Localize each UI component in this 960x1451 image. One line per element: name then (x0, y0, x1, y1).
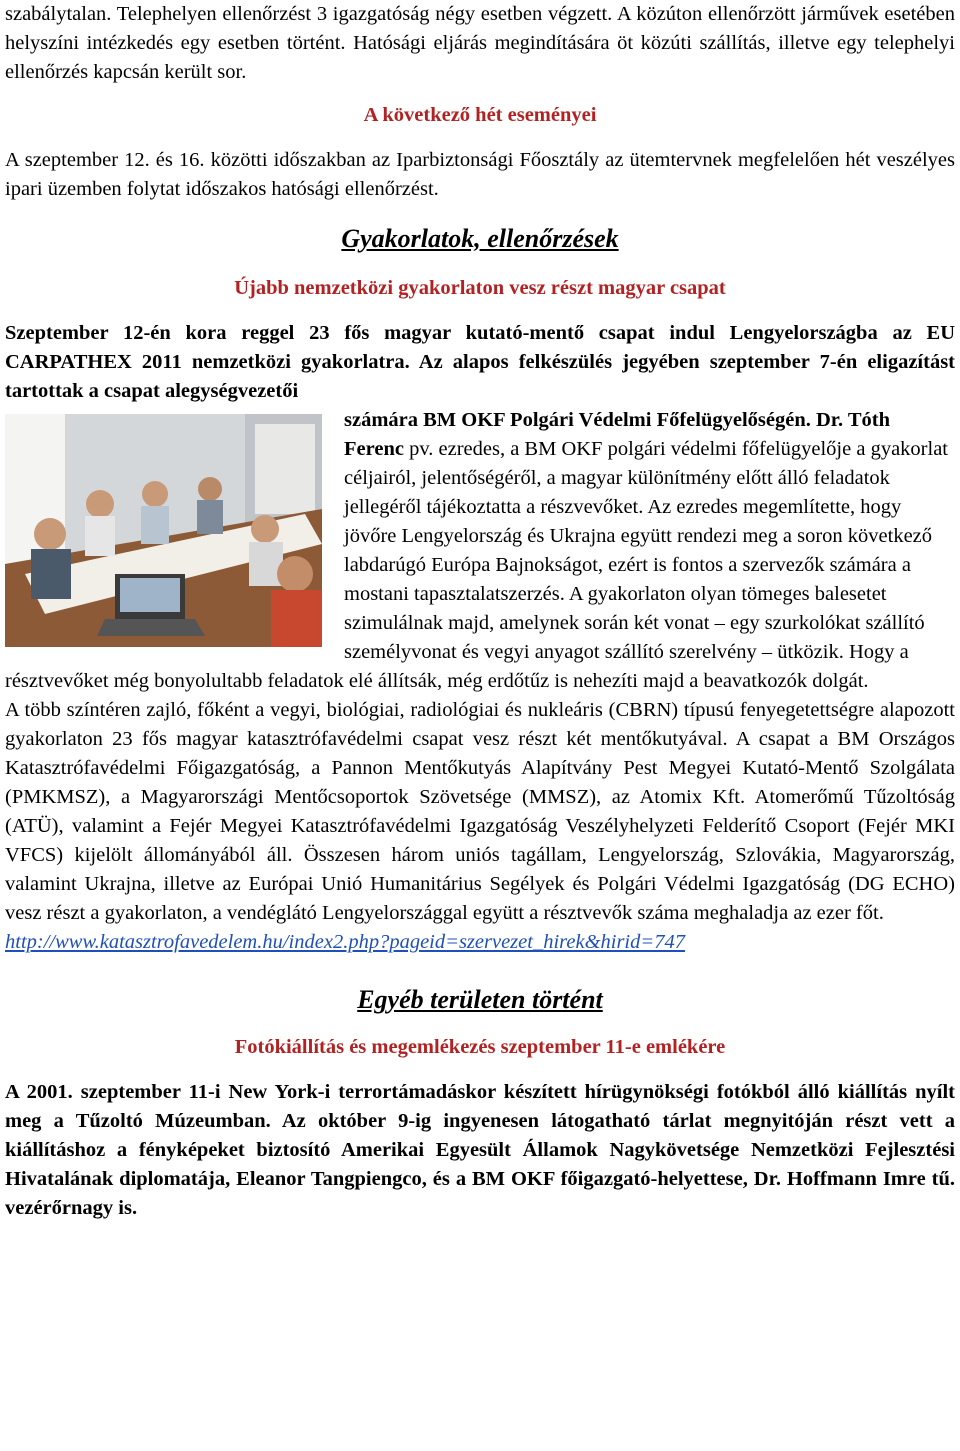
photo-side-text: pv. ezredes, a BM OKF polgári védelmi főfelügyelője a gyakorlat céljairól, jelentőségéről, a magyar különítmény előtt álló feladatok jellegéről tájékoztatta a részvevőket. Az ezredes megemlítette, hogy jövőre Lengyelország és Ukrajna együtt rendezi meg a soron következő labdarúgó Európa Bajnokságot, ezért is fontos a szervezők számára a mostani tapasztalatszerzés. A gyakorlaton olyan tömeges balesetet szimulálnak majd, amelynek során két vonat – egy szurkolókat szállító személyvonat és vegyi anyagot szállító szerelvény – ütközik. Hogy a résztvevőket még bonyolultabb feladatok elé állítsák, még erdőtűz is nehezíti majd a beavatkozók dolgát. (5, 438, 948, 692)
meeting-photo (5, 414, 322, 647)
exercises-lead: Szeptember 12-én kora reggel 23 fős magyar kutató-mentő csapat indul Lengyelországba az EU CARPATHEX 2011 nemzetközi gyakorlatra. Az alapos felkészülés jegyében szeptember 7-én eligazítást tartottak a csapat alegységvezetői (5, 322, 955, 402)
next-week-body: A szeptember 12. és 16. közötti időszakban az Iparbiztonsági Főosztály az ütemtervnek megfelelően hét veszélyes ipari üzemben folytat időszakos hatósági ellenőrzést. (5, 149, 955, 200)
exercises-subtitle: Újabb nemzetközi gyakorlaton vesz részt magyar csapat (234, 277, 726, 299)
other-subtitle: Fotókiállítás és megemlékezés szeptember 11-e emlékére (234, 1036, 726, 1058)
meeting-photo-image (5, 414, 322, 647)
intro-paragraph: szabálytalan. Telephelyen ellenőrzést 3 igazgatóság négy esetben végzett. A közúton ellenőrzött járművek esetében helyszíni intézkedés egy esetben történt. Hatósági eljárás megindítására öt közúti szállítás, illetve egy telephelyi ellenőrzés kapcsán került sor. (5, 3, 955, 83)
other-body: A 2001. szeptember 11-i New York-i terrortámadáskor készített hírügynökségi fotókból álló kiállítás nyílt meg a Tűzoltó Múzeumban. Az október 9-ig ingyenesen látogatható tárlat megnyitóján részt vett a kiállításhoz a fényképeket biztosító Amerikai Egyesült Államok Nagykövetsége Nemzetközi Fejlesztési Hivatalának diplomatája, Eleanor Tangpiengco, és a BM OKF főigazgató-helyettese, Dr. Hoffmann Imre tű. vezérőrnagy is. (5, 1081, 955, 1219)
exercises-paragraph-2: A több színtéren zajló, főként a vegyi, biológiai, radiológiai és nukleáris (CBRN) típusú fenyegetettségre alapozott gyakorlaton 23 fős magyar katasztrófavédelmi csapat vesz részt két mentőkutyával. A csapat a BM Országos Katasztrófavédelmi Főigazgatóság, a Pannon Mentőkutyás Alapítvány Pest Megyei Kutató-Mentő Szolgálata (PMKMSZ), a Magyarországi Mentőcsoportok Szövetsége (MMSZ), az Atomix Kft. Atomerőmű Tűzoltóság (ATÜ), valamint a Fejér Megyei Katasztrófavédelmi Igazgatóság Veszélyhelyzeti Felderítő Csoport (Fejér MKI VFCS) kijelölt állományából áll. Összesen három uniós tagállam, Lengyelország, Szlovákia, Magyarország, valamint Ukrajna, illetve az Európai Unió Humanitárius Segélyek és Polgári Védelmi Igazgatóság (DG ECHO) vesz részt a gyakorlaton, a vendéglátó Lengyelországgal együtt a résztvevők száma meghaladja az ezer főt. (5, 699, 955, 924)
document-page (5, 0, 955, 1223)
next-week-title: A következő hét eseményei (363, 104, 597, 126)
exercises-section-title: Gyakorlatok, ellenőrzések (341, 224, 619, 253)
other-section-title: Egyéb területen történt (357, 985, 603, 1014)
source-link[interactable]: http://www.katasztrofavedelem.hu/index2.php?pageid=szervezet_hirek&hirid=747 (5, 931, 685, 953)
photo-caption-text: számára BM OKF Polgári Védelmi Főfelügyelőségén. Dr. Tóth Ferenc (344, 409, 891, 460)
